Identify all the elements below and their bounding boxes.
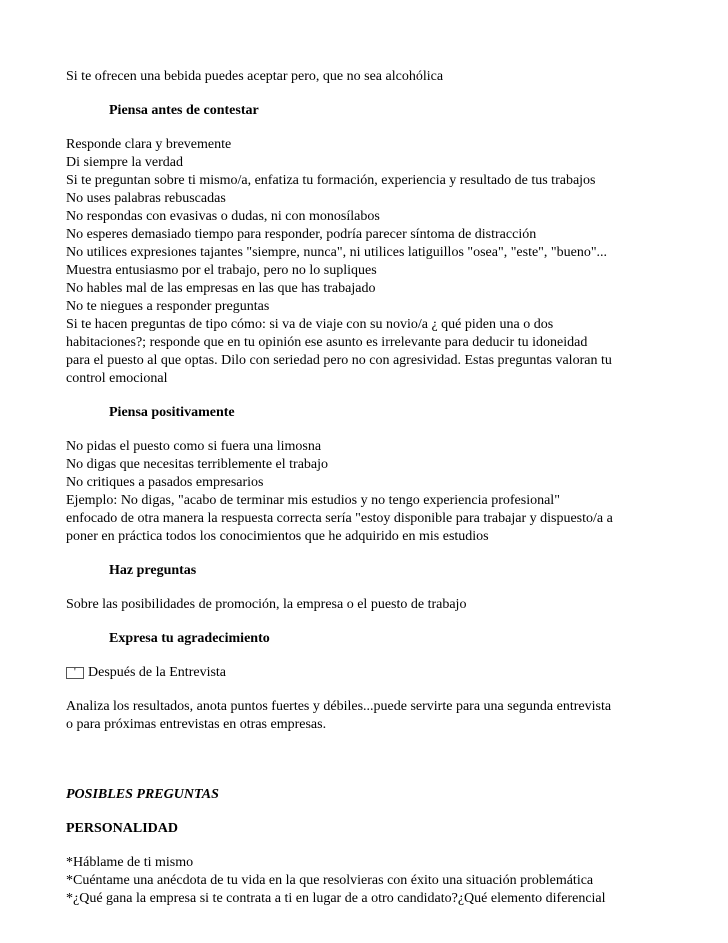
list-piensa-positivamente — [66, 438, 696, 546]
list-item: Responde clara y brevemente — [66, 137, 232, 152]
list-item: No utilices expresiones tajantes "siempre, nunca", ni utilices latiguillos "osea", "este", "bueno"... — [66, 245, 608, 260]
list-item: Ejemplo: No digas, "acabo de terminar mis estudios y no tengo experiencia profesional" — [66, 493, 560, 508]
list-item: enfocado de otra manera la respuesta correcta sería "estoy disponible para trabajar y dispuesto/a a — [66, 511, 613, 526]
list-item: No uses palabras rebuscadas — [66, 191, 226, 206]
list-item: control emocional — [66, 371, 168, 386]
list-item: *Cuéntame una anécdota de tu vida en la que resolvieras con éxito una situación problemática — [66, 873, 594, 888]
list-item: habitaciones?; responde que en tu opinión ese asunto es irrelevante para deducir tu idoneidad — [66, 335, 588, 350]
heading-despues — [66, 664, 696, 682]
heading-posibles-preguntas: POSIBLES PREGUNTAS — [66, 787, 219, 802]
list-item: No digas que necesitas terriblemente el trabajo — [66, 457, 329, 472]
list-item: No te niegues a responder preguntas — [66, 299, 270, 314]
list-item: No hables mal de las empresas en las que has trabajado — [66, 281, 376, 296]
list-item: Si te preguntan sobre ti mismo/a, enfatiza tu formación, experiencia y resultado de tus trabajos — [66, 173, 596, 188]
heading-agradecimiento: Expresa tu agradecimiento — [109, 631, 270, 646]
list-item: Si te hacen preguntas de tipo cómo: si va de viaje con su novio/a ¿ qué piden una o dos — [66, 317, 554, 332]
list-piensa-antes — [66, 136, 696, 388]
list-item: o para próximas entrevistas en otras empresas. — [66, 717, 327, 732]
list-item: Analiza los resultados, anota puntos fuertes y débiles...puede servirte para una segunda entrevista — [66, 699, 612, 714]
list-item: *¿Qué gana la empresa si te contrata a ti en lugar de a otro candidato?¿Qué elemento diferencial — [66, 891, 606, 906]
list-item: Sobre las posibilidades de promoción, la empresa o el puesto de trabajo — [66, 597, 467, 612]
list-item: poner en práctica todos los conocimientos que he adquirido en mis estudios — [66, 529, 489, 544]
list-item: No respondas con evasivas o dudas, ni con monosílabos — [66, 209, 380, 224]
intro-line: Si te ofrecen una bebida puedes aceptar pero, que no sea alcohólica — [66, 69, 444, 84]
list-item: Di siempre la verdad — [66, 155, 184, 170]
list-item: para el puesto al que optas. Dilo con seriedad pero no con agresividad. Estas preguntas valoran tu — [66, 353, 612, 368]
heading-haz-preguntas: Haz preguntas — [109, 563, 197, 578]
heading-despues-label: Después de la Entrevista — [88, 665, 227, 680]
heading-personalidad: PERSONALIDAD — [66, 821, 179, 836]
document-page — [66, 68, 696, 908]
heading-piensa-antes: Piensa antes de contestar — [109, 103, 259, 118]
list-item: Muestra entusiasmo por el trabajo, pero no lo supliques — [66, 263, 377, 278]
list-item: No pidas el puesto como si fuera una limosna — [66, 439, 322, 454]
heading-piensa-positivamente: Piensa positivamente — [109, 405, 235, 420]
list-item: No critiques a pasados empresarios — [66, 475, 264, 490]
list-item: *Háblame de ti mismo — [66, 855, 194, 870]
bullet-box-icon: ' — [66, 667, 84, 679]
list-item: No esperes demasiado tiempo para responder, podría parecer síntoma de distracción — [66, 227, 537, 242]
